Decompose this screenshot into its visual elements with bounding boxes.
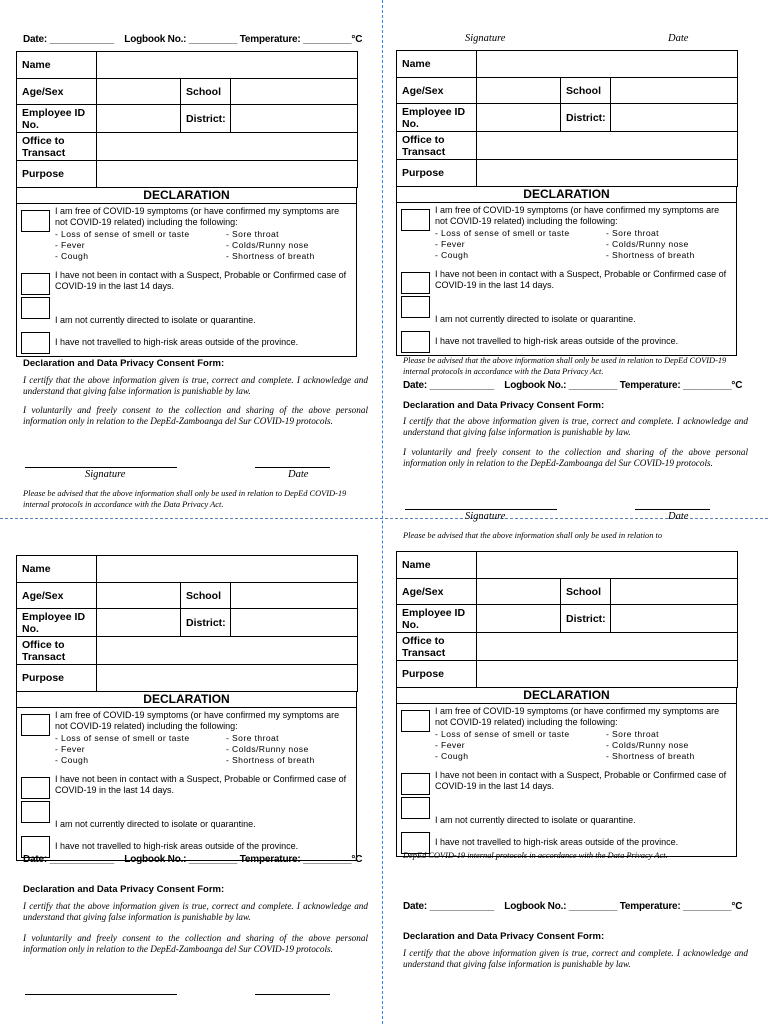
declaration-item-quarantine: I am not currently directed to isolate or quarantine. bbox=[435, 815, 636, 825]
office-label: Office to Transact bbox=[17, 637, 97, 665]
district-field[interactable] bbox=[231, 609, 358, 637]
purpose-field[interactable] bbox=[97, 161, 358, 188]
declaration-box bbox=[16, 692, 357, 861]
name-field[interactable] bbox=[97, 556, 358, 583]
purpose-field[interactable] bbox=[477, 661, 738, 688]
symptom-item: - Fever bbox=[435, 740, 466, 750]
temperature-label: Temperature: bbox=[619, 901, 681, 912]
vertical-cut-line bbox=[382, 0, 383, 1024]
symptom-item: - Colds/Runny nose bbox=[226, 240, 309, 250]
consent-para-1: I certify that the above information given is true, correct and complete. I acknowledge and understand that giving false information is punishable by law. bbox=[403, 416, 748, 437]
symptom-item: - Loss of sense of smell or taste bbox=[435, 729, 570, 739]
age-sex-field[interactable] bbox=[97, 583, 181, 609]
date-label: Date: bbox=[403, 380, 428, 391]
declaration-item-contact: I have not been in contact with a Suspect, Probable or Confirmed case of COVID-19 in the last 14 days. bbox=[435, 770, 727, 791]
date-label: Date: bbox=[403, 901, 428, 912]
district-label: District: bbox=[561, 605, 611, 633]
employee-id-field[interactable] bbox=[97, 609, 181, 637]
school-field[interactable] bbox=[611, 78, 738, 104]
age-sex-label: Age/Sex bbox=[397, 579, 477, 605]
info-table bbox=[16, 555, 358, 692]
temperature-label: Temperature: bbox=[239, 34, 301, 45]
privacy-notice: Please be advised that the above information shall only be used in relation to DepEd COVID-19 internal protocols in accordance with the Data Privacy Act. bbox=[403, 356, 727, 376]
purpose-label: Purpose bbox=[17, 665, 97, 692]
declaration-item-quarantine: I am not currently directed to isolate or quarantine. bbox=[435, 314, 636, 324]
date-line[interactable] bbox=[255, 467, 330, 468]
symptom-item: - Shortness of breath bbox=[226, 251, 315, 261]
symptom-item: - Cough bbox=[55, 251, 89, 261]
declaration-item-symptoms: I am free of COVID-19 symptoms (or have confirmed my symptoms are not COVID-19 related) including the following: bbox=[435, 205, 720, 226]
form-header bbox=[23, 34, 362, 45]
form-header bbox=[403, 901, 742, 912]
age-sex-label: Age/Sex bbox=[397, 78, 477, 104]
declaration-box bbox=[16, 188, 357, 357]
signature-label: Signature bbox=[465, 33, 506, 44]
office-label: Office to Transact bbox=[17, 133, 97, 161]
name-field[interactable] bbox=[477, 51, 738, 78]
logbook-label: Logbook No.: bbox=[124, 854, 187, 865]
purpose-label: Purpose bbox=[397, 160, 477, 187]
temperature-unit: °C bbox=[731, 901, 743, 912]
declaration-item-contact: I have not been in contact with a Suspect, Probable or Confirmed case of COVID-19 in the last 14 days. bbox=[55, 270, 347, 291]
district-label: District: bbox=[181, 105, 231, 133]
age-sex-field[interactable] bbox=[97, 79, 181, 105]
date-field[interactable]: ____________ bbox=[49, 34, 114, 45]
consent-heading: Declaration and Data Privacy Consent Form: bbox=[23, 884, 225, 895]
date-line[interactable] bbox=[635, 509, 710, 510]
checkbox-symptoms[interactable] bbox=[401, 209, 430, 231]
logbook-label: Logbook No.: bbox=[124, 34, 187, 45]
checkbox-contact[interactable] bbox=[401, 272, 430, 294]
office-field[interactable] bbox=[477, 633, 738, 661]
office-field[interactable] bbox=[477, 132, 738, 160]
declaration-item-travel: I have not travelled to high-risk areas outside of the province. bbox=[55, 337, 299, 347]
date-field[interactable]: ____________ bbox=[429, 380, 494, 391]
symptom-item: - Sore throat bbox=[606, 729, 659, 739]
name-label: Name bbox=[397, 552, 477, 579]
consent-para-1: I certify that the above information given is true, correct and complete. I acknowledge and understand that giving false information is punishable by law. bbox=[23, 375, 368, 396]
info-table bbox=[396, 551, 738, 688]
school-field[interactable] bbox=[231, 583, 358, 609]
signature-label: Signature bbox=[465, 511, 506, 522]
consent-para-2: I voluntarily and freely consent to the collection and sharing of the above personal information only in relation to the DepEd-Zamboanga del Sur COVID-19 protocols. bbox=[23, 405, 368, 426]
health-declaration-form bbox=[16, 555, 357, 861]
office-field[interactable] bbox=[97, 133, 358, 161]
temperature-label: Temperature: bbox=[239, 854, 301, 865]
declaration-item-contact: I have not been in contact with a Suspect, Probable or Confirmed case of COVID-19 in the last 14 days. bbox=[435, 269, 727, 290]
declaration-item-contact: I have not been in contact with a Suspect, Probable or Confirmed case of COVID-19 in the last 14 days. bbox=[55, 774, 347, 795]
form-header bbox=[403, 380, 742, 391]
school-field[interactable] bbox=[231, 79, 358, 105]
declaration-item-quarantine: I am not currently directed to isolate or quarantine. bbox=[55, 315, 256, 325]
name-field[interactable] bbox=[97, 52, 358, 79]
symptom-item: - Fever bbox=[435, 239, 466, 249]
school-label: School bbox=[181, 583, 231, 609]
health-declaration-form bbox=[396, 50, 737, 356]
symptom-list bbox=[435, 729, 735, 762]
health-declaration-form bbox=[396, 551, 737, 857]
consent-heading: Declaration and Data Privacy Consent Form: bbox=[403, 931, 605, 942]
symptom-item: - Loss of sense of smell or taste bbox=[55, 229, 190, 239]
date-label: Date: bbox=[23, 854, 48, 865]
declaration-title: DECLARATION bbox=[397, 688, 736, 704]
purpose-field[interactable] bbox=[477, 160, 738, 187]
declaration-item-quarantine: I am not currently directed to isolate or quarantine. bbox=[55, 819, 256, 829]
purpose-field[interactable] bbox=[97, 665, 358, 692]
office-label: Office to Transact bbox=[397, 132, 477, 160]
employee-id-label: Employee ID No. bbox=[397, 104, 477, 132]
checkbox-contact[interactable] bbox=[401, 773, 430, 795]
employee-id-field[interactable] bbox=[97, 105, 181, 133]
employee-id-label: Employee ID No. bbox=[397, 605, 477, 633]
symptom-item: - Colds/Runny nose bbox=[606, 239, 689, 249]
purpose-label: Purpose bbox=[397, 661, 477, 688]
date-field[interactable]: ____________ bbox=[49, 854, 114, 865]
symptom-item: - Cough bbox=[55, 755, 89, 765]
school-label: School bbox=[561, 78, 611, 104]
name-label: Name bbox=[17, 556, 97, 583]
checkbox-quarantine[interactable] bbox=[401, 797, 430, 819]
checkbox-symptoms[interactable] bbox=[401, 710, 430, 732]
checkbox-symptoms[interactable] bbox=[21, 210, 50, 232]
office-label: Office to Transact bbox=[397, 633, 477, 661]
name-label: Name bbox=[397, 51, 477, 78]
checkbox-travel[interactable] bbox=[21, 332, 50, 354]
consent-para-2: I voluntarily and freely consent to the collection and sharing of the above personal information only in relation to the DepEd-Zamboanga del Sur COVID-19 protocols. bbox=[23, 933, 368, 954]
symptom-list bbox=[435, 228, 735, 261]
school-label: School bbox=[561, 579, 611, 605]
temperature-unit: °C bbox=[351, 854, 363, 865]
temperature-field[interactable]: _________ bbox=[303, 34, 352, 45]
symptom-item: - Shortness of breath bbox=[226, 755, 315, 765]
symptom-item: - Cough bbox=[435, 250, 469, 260]
declaration-title: DECLARATION bbox=[17, 692, 356, 708]
privacy-notice-line-1: Please be advised that the above information shall only be used in relation to bbox=[403, 531, 663, 540]
age-sex-field[interactable] bbox=[477, 78, 561, 104]
symptom-item: - Shortness of breath bbox=[606, 751, 695, 761]
checkbox-travel[interactable] bbox=[401, 331, 430, 353]
district-field[interactable] bbox=[611, 605, 738, 633]
consent-heading: Declaration and Data Privacy Consent Form: bbox=[403, 400, 605, 411]
symptom-list bbox=[55, 229, 355, 262]
symptom-list bbox=[55, 733, 355, 766]
temperature-field[interactable]: _________ bbox=[683, 380, 732, 391]
name-field[interactable] bbox=[477, 552, 738, 579]
age-sex-label: Age/Sex bbox=[17, 79, 97, 105]
health-declaration-form bbox=[16, 51, 357, 357]
district-label: District: bbox=[181, 609, 231, 637]
date-caption: Date bbox=[668, 511, 689, 522]
consent-para-1: I certify that the above information given is true, correct and complete. I acknowledge and understand that giving false information is punishable by law. bbox=[403, 948, 748, 969]
temperature-field[interactable]: _________ bbox=[683, 901, 732, 912]
employee-id-label: Employee ID No. bbox=[17, 105, 97, 133]
purpose-label: Purpose bbox=[17, 161, 97, 188]
symptom-item: - Sore throat bbox=[226, 229, 279, 239]
declaration-item-symptoms: I am free of COVID-19 symptoms (or have confirmed my symptoms are not COVID-19 related) including the following: bbox=[55, 206, 340, 227]
symptom-item: - Sore throat bbox=[226, 733, 279, 743]
district-field[interactable] bbox=[231, 105, 358, 133]
signature-line[interactable] bbox=[405, 509, 557, 510]
consent-para-2: I voluntarily and freely consent to the collection and sharing of the above personal information only in relation to the DepEd-Zamboanga del Sur COVID-19 protocols. bbox=[403, 447, 748, 468]
date-label: Date: bbox=[23, 34, 48, 45]
symptom-item: - Colds/Runny nose bbox=[226, 744, 309, 754]
declaration-box bbox=[396, 187, 737, 356]
checkbox-quarantine[interactable] bbox=[21, 801, 50, 823]
declaration-item-symptoms: I am free of COVID-19 symptoms (or have confirmed my symptoms are not COVID-19 related) including the following: bbox=[435, 706, 720, 727]
logbook-field[interactable]: _________ bbox=[188, 34, 238, 45]
logbook-label: Logbook No.: bbox=[504, 380, 567, 391]
form-header bbox=[23, 854, 362, 865]
horizontal-cut-line bbox=[0, 518, 768, 519]
employee-id-field[interactable] bbox=[477, 605, 561, 633]
logbook-field[interactable]: _________ bbox=[568, 380, 618, 391]
privacy-notice-line-2: DepEd COVID-19 internal protocols in accordance with the Data Privacy Act. bbox=[403, 851, 668, 860]
temperature-unit: °C bbox=[731, 380, 743, 391]
symptom-item: - Loss of sense of smell or taste bbox=[435, 228, 570, 238]
school-field[interactable] bbox=[611, 579, 738, 605]
date-line[interactable] bbox=[255, 994, 330, 995]
symptom-item: - Fever bbox=[55, 240, 86, 250]
signature-line[interactable] bbox=[25, 467, 177, 468]
checkbox-contact[interactable] bbox=[21, 273, 50, 295]
temperature-label: Temperature: bbox=[619, 380, 681, 391]
declaration-box bbox=[396, 688, 737, 857]
info-table bbox=[396, 50, 738, 187]
declaration-item-travel: I have not travelled to high-risk areas outside of the province. bbox=[435, 837, 679, 847]
school-label: School bbox=[181, 79, 231, 105]
checkbox-symptoms[interactable] bbox=[21, 714, 50, 736]
declaration-title: DECLARATION bbox=[397, 187, 736, 203]
date-caption: Date bbox=[668, 33, 689, 44]
symptom-item: - Fever bbox=[55, 744, 86, 754]
signature-label: Signature bbox=[85, 469, 126, 480]
info-table bbox=[16, 51, 358, 188]
symptom-item: - Colds/Runny nose bbox=[606, 740, 689, 750]
temperature-unit: °C bbox=[351, 34, 363, 45]
age-sex-field[interactable] bbox=[477, 579, 561, 605]
age-sex-label: Age/Sex bbox=[17, 583, 97, 609]
symptom-item: - Cough bbox=[435, 751, 469, 761]
declaration-item-symptoms: I am free of COVID-19 symptoms (or have confirmed my symptoms are not COVID-19 related) including the following: bbox=[55, 710, 340, 731]
signature-line[interactable] bbox=[25, 994, 177, 995]
privacy-notice: Please be advised that the above information shall only be used in relation to DepEd COVID-19 internal protocols in accordance with the Data Privacy Act. bbox=[23, 489, 347, 509]
declaration-item-travel: I have not travelled to high-risk areas outside of the province. bbox=[435, 336, 679, 346]
consent-heading: Declaration and Data Privacy Consent Form: bbox=[23, 358, 225, 369]
symptom-item: - Sore throat bbox=[606, 228, 659, 238]
symptom-item: - Shortness of breath bbox=[606, 250, 695, 260]
date-caption: Date bbox=[288, 469, 309, 480]
declaration-item-travel: I have not travelled to high-risk areas outside of the province. bbox=[55, 841, 299, 851]
symptom-item: - Loss of sense of smell or taste bbox=[55, 733, 190, 743]
consent-para-1: I certify that the above information given is true, correct and complete. I acknowledge and understand that giving false information is punishable by law. bbox=[23, 901, 368, 922]
checkbox-contact[interactable] bbox=[21, 777, 50, 799]
declaration-title: DECLARATION bbox=[17, 188, 356, 204]
logbook-field[interactable]: _________ bbox=[568, 901, 618, 912]
temperature-field[interactable]: _________ bbox=[303, 854, 352, 865]
employee-id-label: Employee ID No. bbox=[17, 609, 97, 637]
office-field[interactable] bbox=[97, 637, 358, 665]
checkbox-quarantine[interactable] bbox=[401, 296, 430, 318]
date-field[interactable]: ____________ bbox=[429, 901, 494, 912]
checkbox-quarantine[interactable] bbox=[21, 297, 50, 319]
logbook-label: Logbook No.: bbox=[504, 901, 567, 912]
district-label: District: bbox=[561, 104, 611, 132]
logbook-field[interactable]: _________ bbox=[188, 854, 238, 865]
employee-id-field[interactable] bbox=[477, 104, 561, 132]
name-label: Name bbox=[17, 52, 97, 79]
district-field[interactable] bbox=[611, 104, 738, 132]
